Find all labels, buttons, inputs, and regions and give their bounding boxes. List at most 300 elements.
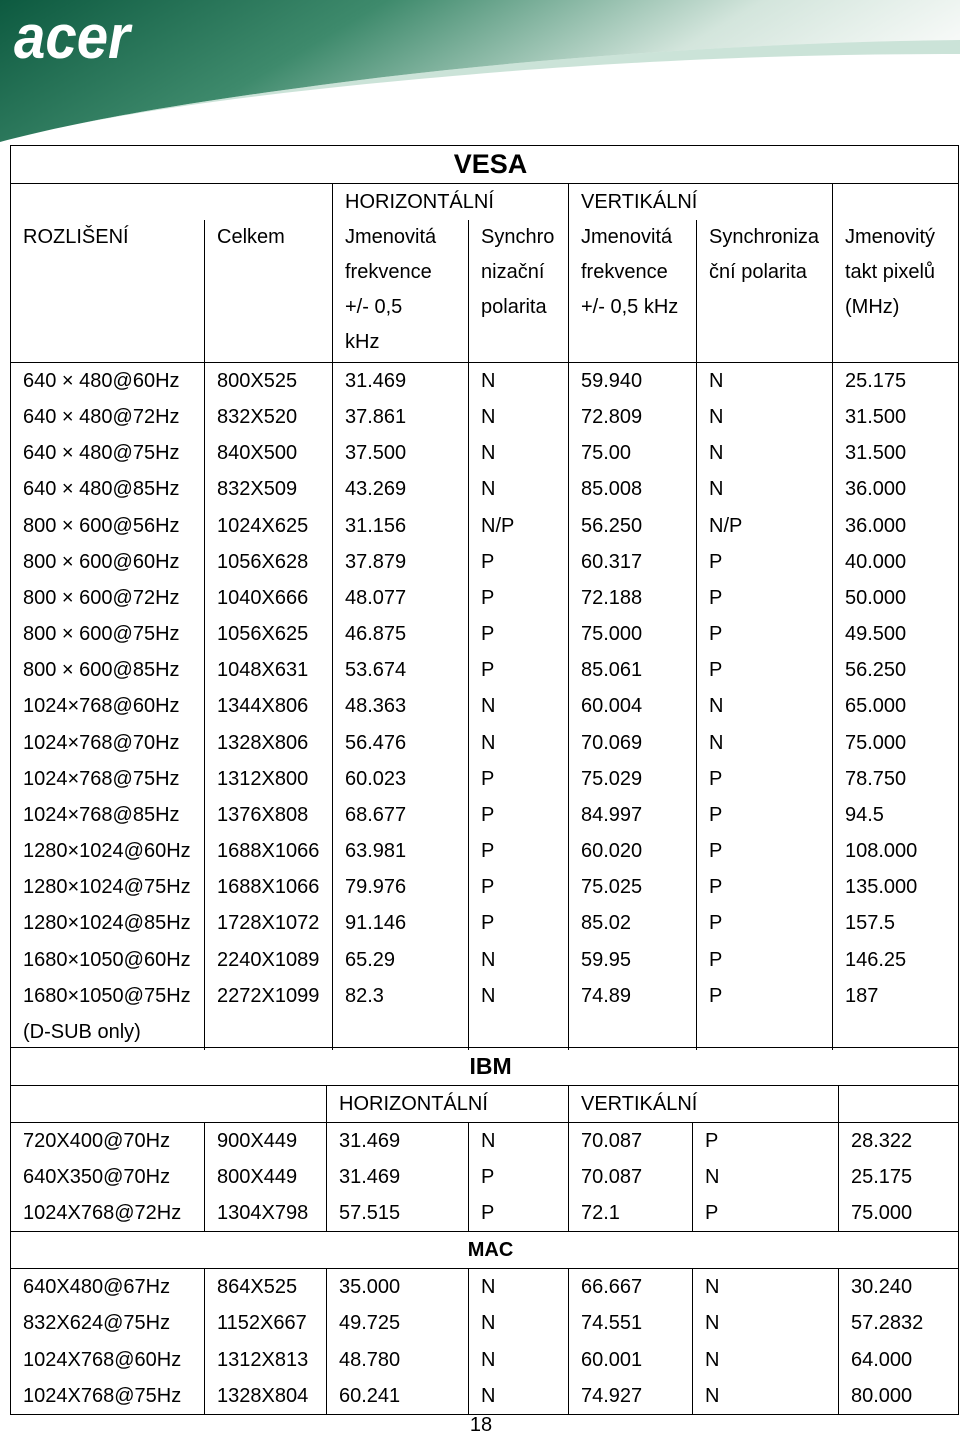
vesa-timing-row: [11, 761, 959, 797]
pixel-clock-header: [833, 220, 959, 363]
mac-title-row: [11, 1232, 959, 1269]
cell-text: 75.025: [581, 876, 643, 899]
v-frequency-cell: [569, 1195, 693, 1232]
pixel-clock-cell: [833, 725, 959, 761]
ibm-rows: [11, 1123, 959, 1232]
pixel-clock-cell: [833, 905, 959, 941]
cell-text: 640 × 480@60Hz: [23, 370, 180, 392]
v-polarity-cell: [693, 1123, 839, 1160]
h-frequency-cell: [327, 1123, 469, 1160]
ibm-title: IBM: [11, 1048, 959, 1086]
vesa-title-row: [11, 146, 959, 184]
cell-text: 1024X625: [217, 514, 309, 537]
cell-text: 800 × 600@85Hz: [23, 659, 180, 682]
v-frequency-cell: [569, 905, 697, 941]
cell-text: 57.515: [339, 1202, 401, 1224]
cell-text: 37.861: [345, 406, 407, 429]
resolution-cell: [11, 471, 205, 507]
resolution-cell: [11, 1195, 205, 1232]
h-frequency-cell: [327, 1269, 469, 1306]
cell-text: N: [705, 1276, 720, 1298]
cell-text: 1048X631: [217, 659, 309, 682]
cell-text: 60.317: [581, 550, 643, 573]
cell-text: P: [481, 623, 495, 646]
pixel-clock-cell: [839, 1123, 959, 1160]
v-frequency-cell: [569, 978, 697, 1050]
cell-text: 56.250: [581, 514, 643, 537]
v-frequency-cell: [569, 797, 697, 833]
h-polarity-cell: [469, 508, 569, 544]
cell-text: 72.809: [581, 406, 643, 429]
cell-text: 53.674: [345, 659, 407, 682]
cell-text: 60.241: [339, 1384, 401, 1407]
resolution-header: [11, 220, 205, 363]
cell-text: 1728X1072: [217, 912, 320, 935]
h-polarity-cell: [469, 471, 569, 507]
cell-text: 75.000: [581, 623, 643, 646]
cell-text: 72.188: [581, 586, 643, 609]
cell-text: 2272X1099: [217, 984, 320, 1007]
header-line: polarita: [481, 296, 547, 318]
cell-text: 832X520: [217, 406, 298, 429]
cell-text: 60.023: [345, 767, 407, 790]
h-polarity-cell: [469, 905, 569, 941]
cell-text: 37.500: [345, 442, 407, 465]
cell-text: P: [705, 1130, 719, 1152]
v-frequency-cell: [569, 616, 697, 652]
cell-text: N: [481, 1276, 496, 1298]
h-polarity-cell: [469, 399, 569, 435]
v-polarity-cell: [697, 435, 833, 471]
cell-text: 30.240: [851, 1276, 913, 1298]
cell-text: 25.175: [851, 1166, 913, 1188]
vesa-timing-row: [11, 833, 959, 869]
v-polarity-cell: [697, 905, 833, 941]
pixel-clock-cell: [833, 942, 959, 978]
cell-text: P: [709, 550, 723, 573]
total-cell: [205, 688, 333, 724]
total-header: [205, 220, 333, 363]
cell-text: P: [481, 1202, 495, 1224]
h-frequency-cell: [333, 363, 469, 400]
h-polarity-cell: [469, 725, 569, 761]
cell-text: N: [481, 695, 496, 718]
resolution-cell: [11, 1269, 205, 1306]
cell-text: 82.3: [345, 984, 384, 1007]
cell-text: 1280×1024@85Hz: [23, 912, 191, 935]
total-cell: [205, 1378, 327, 1415]
pixel-clock-cell: [833, 471, 959, 507]
cell-text: P: [481, 1166, 495, 1188]
v-frequency-cell: [569, 833, 697, 869]
pixel-clock-cell: [833, 544, 959, 580]
cell-text: 65.29: [345, 948, 396, 971]
header-line: nizační: [481, 261, 545, 283]
h-frequency-cell: [333, 869, 469, 905]
cell-text: 1024X768@72Hz: [23, 1202, 182, 1224]
cell-text: 48.363: [345, 695, 407, 718]
cell-text: 1304X798: [217, 1202, 309, 1224]
cell-text: 25.175: [845, 370, 907, 392]
cell-text: 56.250: [845, 659, 907, 682]
v-polarity-cell: [697, 942, 833, 978]
cell-text: 35.000: [339, 1276, 401, 1298]
resolution-cell: [11, 1159, 205, 1195]
cell-text: 60.001: [581, 1348, 643, 1371]
v-frequency-cell: [569, 544, 697, 580]
total-cell: [205, 435, 333, 471]
v-polarity-cell: [693, 1269, 839, 1306]
cell-text: N/P: [481, 514, 515, 537]
cell-text: P: [481, 550, 495, 573]
total-cell: [205, 544, 333, 580]
cell-text: (D-SUB only): [23, 1020, 141, 1043]
v-polarity-cell: [693, 1159, 839, 1195]
cell-text: P: [481, 767, 495, 790]
cell-text: 1376X808: [217, 803, 309, 826]
cell-text: 1328X806: [217, 731, 309, 754]
header-line: Celkem: [217, 226, 285, 248]
cell-text: 85.008: [581, 478, 643, 501]
cell-text: 31.500: [845, 442, 907, 465]
cell-text: N: [481, 406, 496, 429]
h-frequency-cell: [333, 942, 469, 978]
vesa-group-row: [11, 184, 959, 221]
h-frequency-cell: [333, 508, 469, 544]
cell-text: 94.5: [845, 803, 884, 826]
total-cell: [205, 1195, 327, 1232]
h-frequency-cell: [333, 616, 469, 652]
cell-text: P: [709, 803, 723, 826]
cell-text: 72.1: [581, 1202, 620, 1224]
cell-text: 1688X1066: [217, 840, 320, 863]
v-polarity-cell: [697, 363, 833, 400]
cell-text: P: [709, 659, 723, 682]
cell-text: 640 × 480@72Hz: [23, 406, 180, 429]
h-frequency-cell: [327, 1342, 469, 1378]
vesa-timing-row: [11, 652, 959, 688]
vesa-timing-row: [11, 869, 959, 905]
header-line: +/- 0,5: [345, 296, 403, 318]
v-polarity-cell: [697, 580, 833, 616]
v-polarity-cell: [697, 833, 833, 869]
mac-timing-row: [11, 1305, 959, 1341]
pixel-clock-cell: [839, 1159, 959, 1195]
header-line: Jmenovitá: [581, 226, 673, 248]
resolution-cell: [11, 616, 205, 652]
cell-text: N: [481, 1312, 496, 1335]
group-spacer: [833, 184, 959, 221]
acer-logo: acer: [14, 3, 133, 72]
pixel-clock-cell: [833, 978, 959, 1050]
cell-text: 1024×768@70Hz: [23, 731, 180, 754]
resolution-cell: [11, 399, 205, 435]
resolution-cell: [11, 797, 205, 833]
total-cell: [205, 1269, 327, 1306]
cell-text: 85.02: [581, 912, 632, 935]
pixel-clock-cell: [839, 1195, 959, 1232]
vesa-timing-row: [11, 363, 959, 400]
mac-rows: [11, 1269, 959, 1415]
v-frequency-cell: [569, 942, 697, 978]
vesa-timing-row: [11, 942, 959, 978]
resolution-cell: [11, 435, 205, 471]
v-polarity-cell: [693, 1378, 839, 1415]
v-polarity-cell: [697, 616, 833, 652]
h-frequency-header: [333, 220, 469, 363]
header-line: Jmenovitá: [345, 226, 437, 248]
v-frequency-cell: [569, 1305, 693, 1341]
vesa-title: VESA: [11, 146, 959, 184]
cell-text: 640X350@70Hz: [23, 1166, 171, 1188]
cell-text: P: [709, 623, 723, 646]
vesa-timing-row: [11, 544, 959, 580]
cell-text: 1056X625: [217, 623, 309, 646]
v-frequency-cell: [569, 1123, 693, 1160]
cell-text: 91.146: [345, 912, 407, 935]
cell-text: 832X624@75Hz: [23, 1312, 171, 1335]
pixel-clock-cell: [833, 652, 959, 688]
h-polarity-cell: [469, 544, 569, 580]
h-polarity-cell: [469, 1269, 569, 1306]
vesa-timing-row: [11, 797, 959, 833]
vesa-timing-table: [10, 145, 959, 1050]
cell-text: 832X509: [217, 478, 298, 501]
page-number: 18: [469, 1414, 493, 1436]
cell-text: N: [705, 1312, 720, 1335]
cell-text: 59.95: [581, 948, 632, 971]
ibm-mac-timing-table: [10, 1047, 959, 1415]
header-line: frekvence: [345, 261, 432, 283]
h-polarity-cell: [469, 978, 569, 1050]
cell-text: N/P: [709, 514, 743, 537]
pixel-clock-cell: [833, 761, 959, 797]
cell-text: 1280×1024@60Hz: [23, 840, 191, 863]
total-cell: [205, 905, 333, 941]
cell-text: N: [481, 1348, 496, 1371]
cell-text: N: [705, 1348, 720, 1371]
v-frequency-cell: [569, 580, 697, 616]
vesa-rows: [11, 363, 959, 1050]
cell-text: 1312X813: [217, 1348, 309, 1371]
cell-text: 640X480@67Hz: [23, 1276, 171, 1298]
h-polarity-cell: [469, 797, 569, 833]
pixel-clock-cell: [839, 1305, 959, 1341]
mac-timing-row: [11, 1269, 959, 1306]
cell-text: 1344X806: [217, 695, 309, 718]
pixel-clock-cell: [833, 399, 959, 435]
cell-text: 48.780: [339, 1348, 401, 1371]
total-cell: [205, 978, 333, 1050]
cell-text: 74.89: [581, 984, 632, 1007]
cell-text: N: [709, 442, 724, 465]
pixel-clock-cell: [833, 833, 959, 869]
v-frequency-cell: [569, 869, 697, 905]
cell-text: N: [481, 1384, 496, 1407]
resolution-cell: [11, 1123, 205, 1160]
cell-text: 31.156: [345, 514, 407, 537]
h-polarity-cell: [469, 1123, 569, 1160]
resolution-cell: [11, 1378, 205, 1415]
cell-text: 1024X768@75Hz: [23, 1384, 182, 1407]
horizontal-group-label: HORIZONTÁLNÍ: [327, 1086, 569, 1123]
cell-text: 146.25: [845, 948, 907, 971]
cell-text: 63.981: [345, 840, 407, 863]
ibm-timing-row: [11, 1123, 959, 1160]
cell-text: 800 × 600@72Hz: [23, 586, 180, 609]
h-frequency-cell: [333, 688, 469, 724]
vesa-timing-row: [11, 471, 959, 507]
cell-text: 1056X628: [217, 550, 309, 573]
cell-text: 840X500: [217, 442, 298, 465]
cell-text: 85.061: [581, 659, 643, 682]
cell-text: 65.000: [845, 695, 907, 718]
v-polarity-cell: [697, 761, 833, 797]
v-frequency-cell: [569, 761, 697, 797]
vesa-timing-row: [11, 508, 959, 544]
header-line: Jmenovitý: [845, 226, 936, 248]
vesa-timing-row: [11, 725, 959, 761]
mac-timing-row: [11, 1378, 959, 1415]
cell-text: 640 × 480@75Hz: [23, 442, 180, 465]
cell-text: 50.000: [845, 586, 907, 609]
cell-text: N: [709, 478, 724, 501]
cell-text: N: [481, 442, 496, 465]
cell-text: 64.000: [851, 1348, 913, 1371]
cell-text: P: [481, 586, 495, 609]
header-line: Synchroniza: [709, 226, 820, 248]
resolution-cell: [11, 688, 205, 724]
cell-text: P: [481, 840, 495, 863]
pixel-clock-cell: [839, 1342, 959, 1378]
v-polarity-cell: [697, 471, 833, 507]
v-polarity-cell: [697, 869, 833, 905]
total-cell: [205, 363, 333, 400]
cell-text: N: [709, 370, 724, 392]
cell-text: 864X525: [217, 1276, 298, 1298]
total-cell: [205, 580, 333, 616]
header-line: Synchro: [481, 226, 555, 248]
h-frequency-cell: [327, 1159, 469, 1195]
cell-text: 74.551: [581, 1312, 643, 1335]
v-polarity-cell: [697, 508, 833, 544]
v-polarity-cell: [697, 688, 833, 724]
cell-text: 187: [845, 984, 879, 1007]
cell-text: 31.469: [339, 1130, 401, 1152]
h-polarity-cell: [469, 616, 569, 652]
total-cell: [205, 1342, 327, 1378]
cell-text: 1688X1066: [217, 876, 320, 899]
h-polarity-cell: [469, 652, 569, 688]
cell-text: 720X400@70Hz: [23, 1130, 171, 1152]
total-cell: [205, 1159, 327, 1195]
v-frequency-cell: [569, 471, 697, 507]
cell-text: N: [705, 1384, 720, 1407]
cell-text: 157.5: [845, 912, 896, 935]
pixel-clock-cell: [833, 797, 959, 833]
cell-text: 75.000: [851, 1202, 913, 1224]
cell-text: 74.927: [581, 1384, 643, 1407]
v-polarity-cell: [693, 1305, 839, 1341]
h-polarity-cell: [469, 869, 569, 905]
cell-text: 37.879: [345, 550, 407, 573]
cell-text: 1024×768@60Hz: [23, 695, 180, 718]
cell-text: 78.750: [845, 767, 907, 790]
cell-text: N: [481, 1130, 496, 1152]
cell-text: 56.476: [345, 731, 407, 754]
v-polarity-header: [697, 220, 833, 363]
cell-text: 800 × 600@60Hz: [23, 550, 180, 573]
cell-text: N: [481, 478, 496, 501]
cell-text: 1024×768@75Hz: [23, 767, 180, 790]
cell-text: 70.087: [581, 1130, 643, 1152]
cell-text: 75.000: [845, 731, 907, 754]
header-line: +/- 0,5 kHz: [581, 296, 679, 318]
v-polarity-cell: [697, 725, 833, 761]
cell-text: N: [481, 370, 496, 392]
total-cell: [205, 833, 333, 869]
cell-text: 80.000: [851, 1384, 913, 1407]
h-polarity-header: [469, 220, 569, 363]
h-polarity-cell: [469, 1195, 569, 1232]
header-line: ční polarita: [709, 261, 807, 283]
resolution-cell: [11, 652, 205, 688]
h-frequency-cell: [333, 905, 469, 941]
v-frequency-header: [569, 220, 697, 363]
group-spacer: [11, 1086, 327, 1123]
header-line: ROZLIŠENÍ: [23, 226, 129, 248]
vesa-header-row: [11, 220, 959, 363]
total-cell: [205, 508, 333, 544]
cell-text: 36.000: [845, 478, 907, 501]
total-cell: [205, 725, 333, 761]
h-frequency-cell: [333, 471, 469, 507]
total-cell: [205, 869, 333, 905]
cell-text: 800 × 600@75Hz: [23, 623, 180, 646]
pixel-clock-cell: [839, 1269, 959, 1306]
h-frequency-cell: [333, 797, 469, 833]
pixel-clock-cell: [833, 363, 959, 400]
cell-text: 1680×1050@75Hz: [23, 984, 191, 1007]
ibm-timing-row: [11, 1195, 959, 1232]
h-frequency-cell: [327, 1305, 469, 1341]
h-frequency-cell: [327, 1378, 469, 1415]
ibm-timing-row: [11, 1159, 959, 1195]
cell-text: N: [481, 948, 496, 971]
total-cell: [205, 761, 333, 797]
header-banner: [0, 0, 960, 145]
h-frequency-cell: [333, 652, 469, 688]
vertical-group-label: VERTIKÁLNÍ: [569, 1086, 839, 1123]
cell-text: 79.976: [345, 876, 407, 899]
cell-text: P: [481, 803, 495, 826]
vesa-timing-row: [11, 978, 959, 1050]
ibm-title-row: [11, 1048, 959, 1086]
v-frequency-cell: [569, 1342, 693, 1378]
cell-text: P: [705, 1202, 719, 1224]
pixel-clock-cell: [833, 616, 959, 652]
total-cell: [205, 942, 333, 978]
cell-text: 1280×1024@75Hz: [23, 876, 191, 899]
v-frequency-cell: [569, 363, 697, 400]
vertical-group-label: VERTIKÁLNÍ: [569, 184, 833, 221]
ibm-group-row: [11, 1086, 959, 1123]
vesa-timing-row: [11, 580, 959, 616]
v-frequency-cell: [569, 1378, 693, 1415]
cell-text: P: [709, 912, 723, 935]
pixel-clock-cell: [833, 688, 959, 724]
cell-text: N: [705, 1166, 720, 1188]
